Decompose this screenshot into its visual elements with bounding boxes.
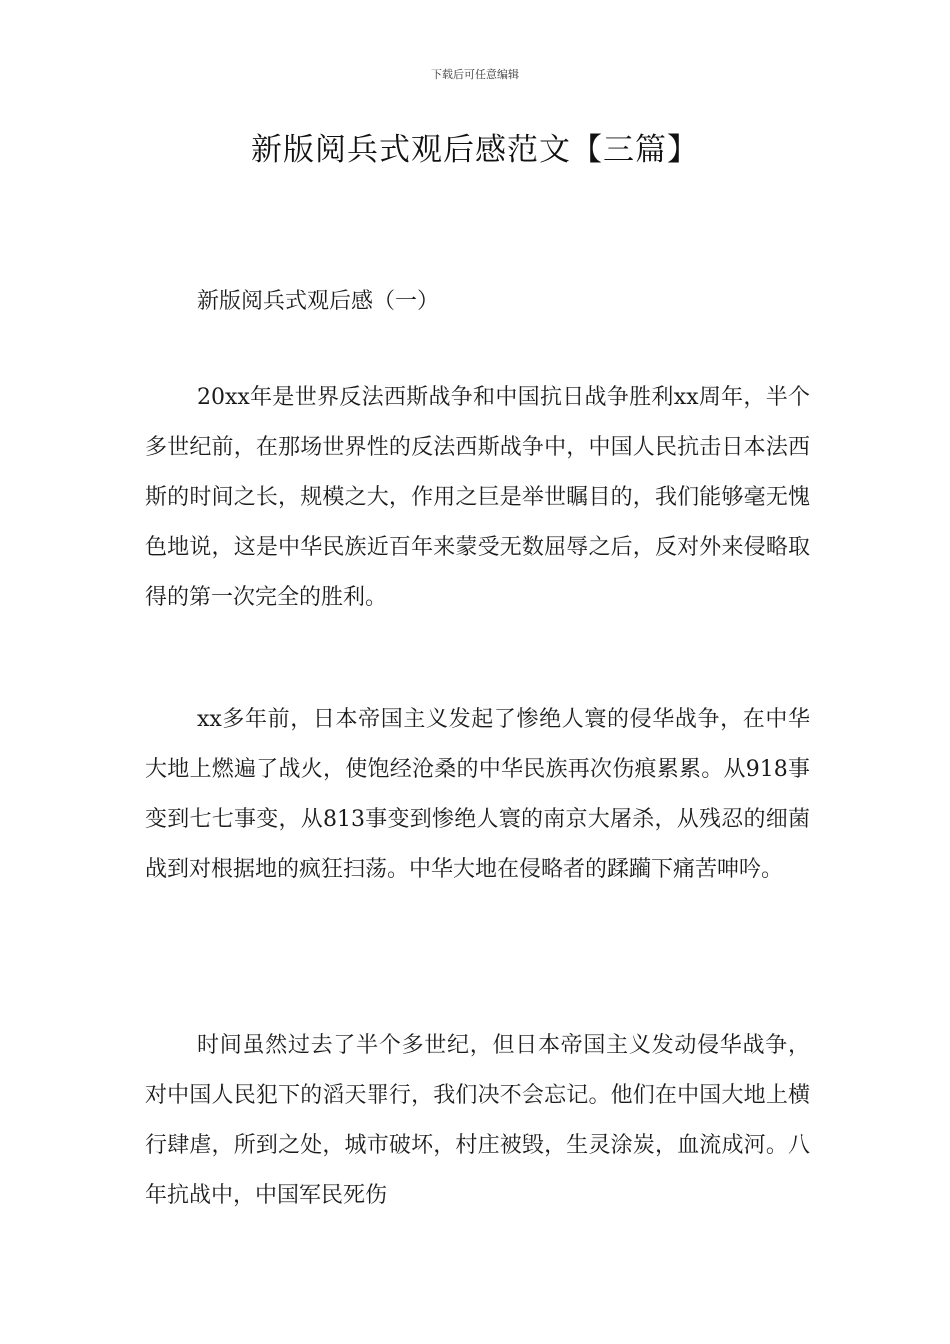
body-paragraph-3: 时间虽然过去了半个多世纪，但日本帝国主义发动侵华战争，对中国人民犯下的滔天罪行，我们决不会忘记。他们在中国大地上横行肆虐，所到之处，城市破坏，村庄被毁，生灵涂炭，血流成河。八年抗战中，中国军民死伤 [145, 1033, 810, 1208]
section-heading: 新版阅兵式观后感（一） [197, 289, 440, 314]
body-paragraph-1: 20xx年是世界反法西斯战争和中国抗日战争胜利xx周年，半个多世纪前，在那场世界性的反法西斯战争中，中国人民抗击日本法西斯的时间之长，规模之大，作用之巨是举世瞩目的，我们能够毫无愧色地说，这是中华民族近百年来蒙受无数屈辱之后，反对外来侵略取得的第一次完全的胜利。 [145, 385, 810, 610]
header-note: 下载后可任意编辑 [431, 68, 519, 81]
document-title: 新版阅兵式观后感范文【三篇】 [251, 132, 699, 168]
body-paragraph-2: xx多年前，日本帝国主义发起了惨绝人寰的侵华战争，在中华大地上燃遍了战火，使饱经沧桑的中华民族再次伤痕累累。从918事变到七七事变，从813事变到惨绝人寰的南京大屠杀，从残忍的细菌战到对根据地的疯狂扫荡。中华大地在侵略者的蹂躏下痛苦呻吟。 [145, 707, 810, 882]
